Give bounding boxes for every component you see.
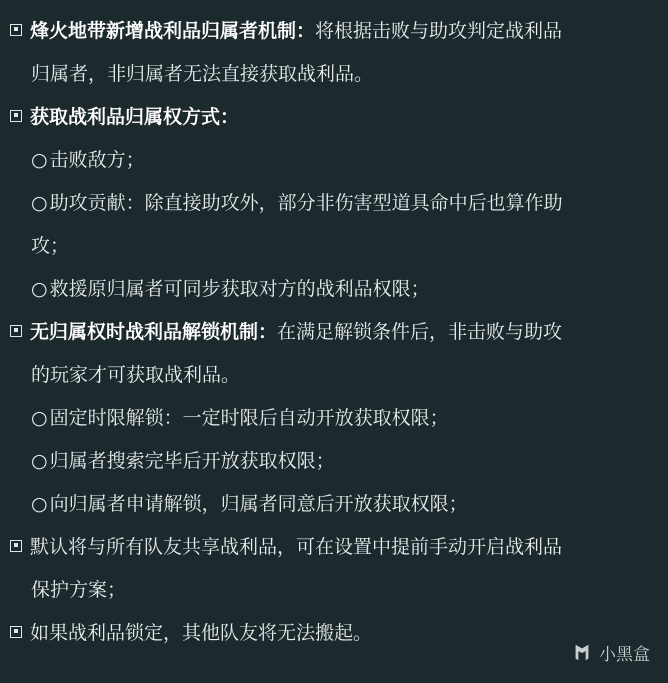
line-text: 在满足解锁条件后，非击败与助攻 [277, 321, 563, 343]
square-bullet-icon [10, 325, 22, 337]
square-bullet-icon [10, 626, 22, 638]
circle-bullet-icon: ○ [31, 149, 48, 171]
line-text: 救援原归属者可同步获取对方的战利品权限； [49, 278, 430, 300]
line-text: 向归属者申请解锁，归属者同意后开放获取权限； [49, 493, 468, 515]
line-text: 归属者，非归属者无法直接获取战利品。 [31, 63, 374, 85]
line-text: 的玩家才可获取战利品。 [31, 364, 241, 386]
square-bullet-icon [10, 540, 22, 552]
watermark [571, 640, 650, 665]
sub-item-defeat [10, 139, 658, 182]
line-text: 默认将与所有队友共享战利品，可在设置中提前手动开启战利品 [30, 536, 563, 558]
circle-bullet-icon: ○ [31, 407, 48, 429]
bold-heading: 获取战利品归属权方式： [30, 106, 240, 128]
continuation-line [10, 569, 658, 612]
line-text: 助攻贡献：除直接助攻外，部分非伤害型道具命中后也算作助 [49, 192, 563, 214]
sub-item-assist [10, 182, 658, 225]
square-bullet-icon [10, 24, 22, 36]
bullet-share-default [10, 526, 658, 569]
line-text: 击败敌方； [49, 149, 145, 171]
document-body [10, 10, 658, 655]
watermark-text: 小黑盒 [599, 645, 650, 665]
bold-heading: 烽火地带新增战利品归属者机制： [30, 20, 316, 42]
continuation-line [10, 225, 658, 268]
line-text: 保护方案； [31, 579, 127, 601]
square-bullet-icon [10, 110, 22, 122]
sub-item-request-unlock [10, 483, 658, 526]
sub-item-search-done [10, 440, 658, 483]
line-text: 归属者搜索完毕后开放获取权限； [49, 450, 335, 472]
circle-bullet-icon: ○ [31, 450, 48, 472]
line-text: 攻； [31, 235, 70, 257]
heybox-logo-icon [571, 642, 593, 664]
bullet-loot-owner-mechanism [10, 10, 658, 53]
bold-heading: 无归属权时战利品解锁机制： [30, 321, 278, 343]
bullet-ownership-methods [10, 96, 658, 139]
continuation-line [10, 354, 658, 397]
bullet-loot-locked [10, 612, 658, 655]
line-text: 固定时限解锁：一定时限后自动开放获取权限； [49, 407, 449, 429]
line-text: 如果战利品锁定，其他队友将无法搬起。 [30, 622, 373, 644]
sub-item-timed-unlock [10, 397, 658, 440]
bullet-unlock-mechanism [10, 311, 658, 354]
circle-bullet-icon: ○ [31, 192, 48, 214]
continuation-line [10, 53, 658, 96]
circle-bullet-icon: ○ [31, 493, 48, 515]
sub-item-rescue [10, 268, 658, 311]
line-text: 将根据击败与助攻判定战利品 [315, 20, 563, 42]
circle-bullet-icon: ○ [31, 278, 48, 300]
